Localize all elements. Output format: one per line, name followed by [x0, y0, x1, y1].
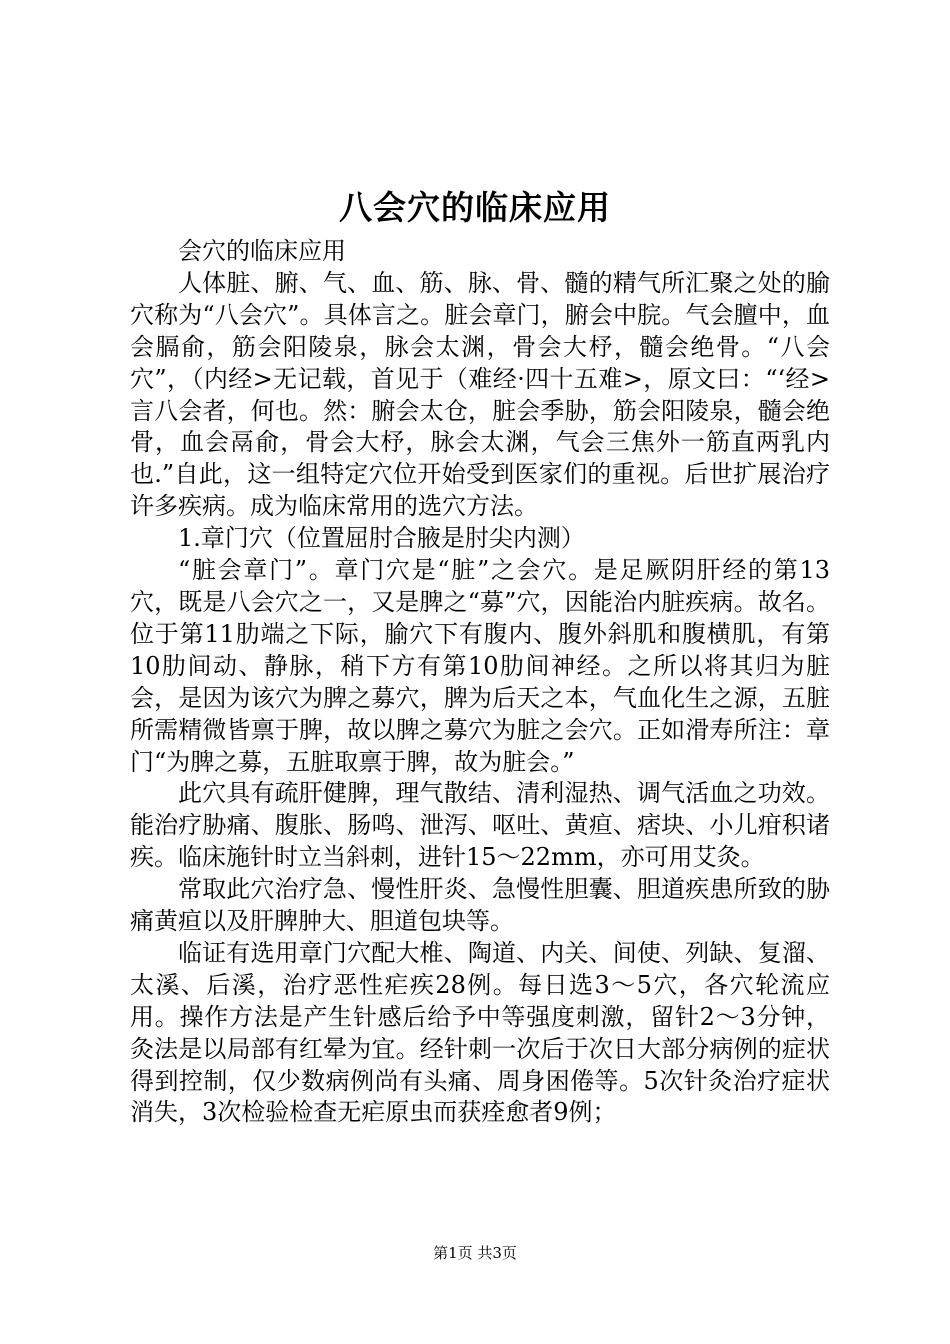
- document-body: [130, 236, 830, 1129]
- section-heading-zhangmen: 1.章门穴（位置屈肘合腋是肘尖内测）: [178, 524, 585, 553]
- paragraph-subtitle: 会穴的临床应用: [178, 237, 346, 265]
- document-title: 八会穴的临床应用: [339, 188, 611, 227]
- paragraph-zhangmen-usage: 常取此穴治疗急、慢性肝炎、急慢性胆囊、胆道疾患所致的胁痛黄疸以及肝脾肿大、胆道包块等。: [130, 875, 830, 936]
- paragraph-zhangmen-function: 此穴具有疏肝健脾，理气散结、清利湿热、调气活血之功效。能治疗胁痛、腹胀、肠鸣、泄泻、呕吐、黄疸、痞块、小儿疳积诸疾。临床施针时立当斜刺，进针15～22mm，亦可用艾灸。: [130, 779, 830, 872]
- paragraph-zhangmen-clinical-case: 临证有选用章门穴配大椎、陶道、内关、间使、列缺、复溜、太溪、后溪，治疗恶性疟疾28例。每日选3～5穴，各穴轮流应用。操作方法是产生针感后给予中等强度刺激，留针2～3分钟，灸法是以局部有红晕为宜。经针刺一次后于次日大部分病例的症状得到控制，仅少数病例尚有头痛、周身困倦等。5次针灸治疗症状消失，3次检验检查无疟原虫而获痊愈者9例；: [130, 938, 830, 1127]
- paragraph-zhangmen-description: “脏会章门”。章门穴是“脏”之会穴。是足厥阴肝经的第13穴，既是八会穴之一，又是脾之“募”穴，因能治内脏疾病。故名。位于第11肋端之下际，腧穴下有腹内、腹外斜肌和腹横肌，有第10肋间动、静脉，稍下方有第10肋间神经。之所以将其归为脏会，是因为该穴为脾之募穴，脾为后天之本，气血化生之源，五脏所需精微皆禀于脾，故以脾之募穴为脏之会穴。正如滑寿所注：章门“为脾之募，五脏取禀于脾，故为脏会。”: [130, 556, 830, 776]
- paragraph-intro: 人体脏、腑、气、血、筋、脉、骨、髓的精气所汇聚之处的腧穴称为“八会穴”。具体言之。脏会章门，腑会中脘。气会膻中，血会膈俞，筋会阳陵泉，脉会太渊，骨会大杼，髓会绝骨。“八会穴”，（内经>无记载，首见于（难经·四十五难>，原文曰：“‘经>言八会者，何也。然：腑会太仓，脏会季胁，筋会阳陵泉，髓会绝骨，血会鬲俞，骨会大杼，脉会太渊，气会三焦外一筋直两乳内也.”自此，这一组特定穴位开始受到医家们的重视。后世扩展治疗许多疾病。成为临床常用的选穴方法。: [130, 268, 830, 521]
- page-footer: 第1页 共3页: [433, 1244, 517, 1262]
